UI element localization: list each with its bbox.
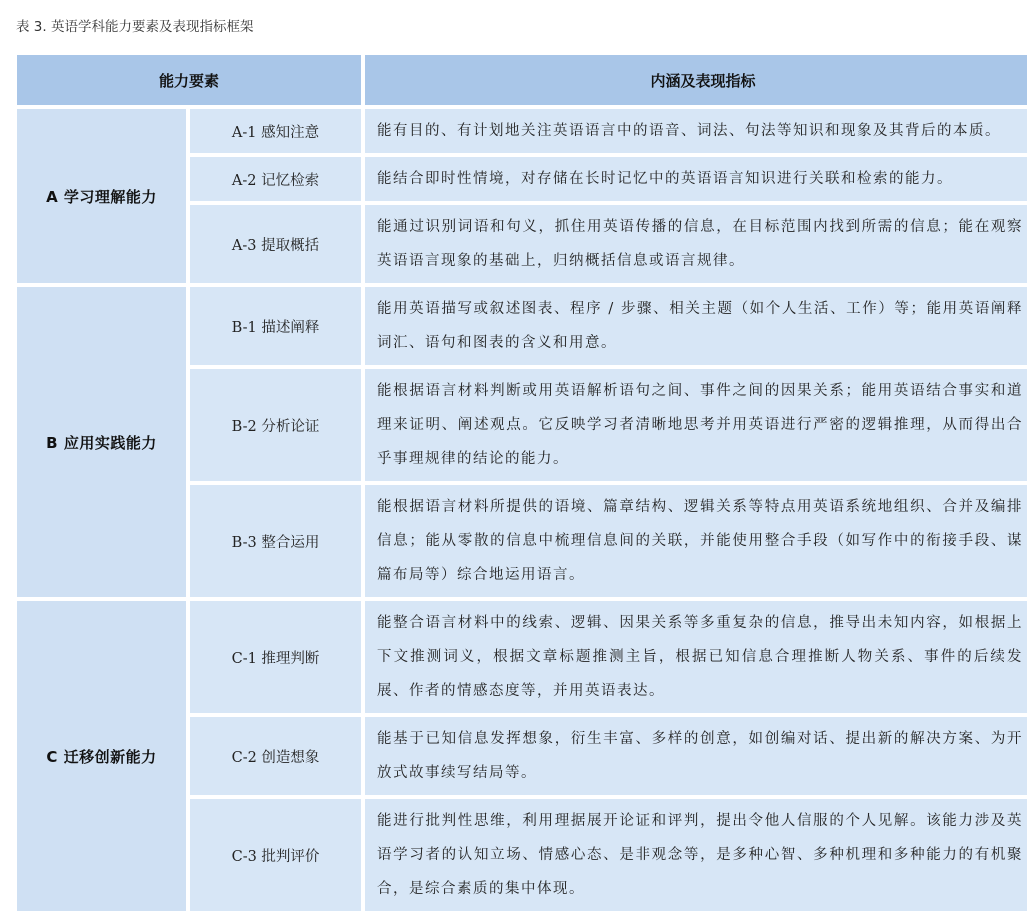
sub-ability-code: C-3 批判评价 [190, 799, 361, 911]
ability-description: 能根据语言材料判断或用英语解析语句之间、事件之间的因果关系；能用英语结合事实和道理来证明、阐述观点。它反映学习者清晰地思考并用英语进行严密的逻辑推理，从而得出合乎事理规律的结论的能力。 [365, 369, 1027, 481]
ability-description: 能根据语言材料所提供的语境、篇章结构、逻辑关系等特点用英语系统地组织、合并及编排信息；能从零散的信息中梳理信息间的关联，并能使用整合手段（如写作中的衔接手段、谋篇布局等）综合地运用语言。 [365, 485, 1027, 597]
sub-ability-code: B-2 分析论证 [190, 369, 361, 481]
header-ability-elements: 能力要素 [17, 55, 361, 105]
ability-framework-table [13, 51, 1027, 915]
table-row [17, 601, 1027, 713]
ability-description: 能结合即时性情境，对存储在长时记忆中的英语语言知识进行关联和检索的能力。 [365, 157, 1027, 201]
ability-description: 能整合语言材料中的线索、逻辑、因果关系等多重复杂的信息，推导出未知内容，如根据上下文推测词义，根据文章标题推测主旨，根据已知信息合理推断人物关系、事件的后续发展、作者的情感态度等，并用英语表达。 [365, 601, 1027, 713]
ability-description: 能基于已知信息发挥想象，衍生丰富、多样的创意，如创编对话、提出新的解决方案、为开放式故事续写结局等。 [365, 717, 1027, 795]
ability-description: 能进行批判性思维，利用理据展开论证和评判，提出令他人信服的个人见解。该能力涉及英语学习者的认知立场、情感心态、是非观念等，是多种心智、多种机理和多种能力的有机聚合，是综合素质的集中体现。 [365, 799, 1027, 911]
ability-description: 能用英语描写或叙述图表、程序 / 步骤、相关主题（如个人生活、工作）等；能用英语阐释词汇、语句和图表的含义和用意。 [365, 287, 1027, 365]
table-row [17, 287, 1027, 365]
header-indicators: 内涵及表现指标 [365, 55, 1027, 105]
sub-ability-code: C-1 推理判断 [190, 601, 361, 713]
sub-ability-code: A-3 提取概括 [190, 205, 361, 283]
category-a-label: A 学习理解能力 [17, 109, 186, 283]
sub-ability-code: B-3 整合运用 [190, 485, 361, 597]
sub-ability-code: C-2 创造想象 [190, 717, 361, 795]
ability-description: 能通过识别词语和句义，抓住用英语传播的信息，在目标范围内找到所需的信息；能在观察英语语言现象的基础上，归纳概括信息或语言规律。 [365, 205, 1027, 283]
sub-ability-code: A-1 感知注意 [190, 109, 361, 153]
ability-description: 能有目的、有计划地关注英语语言中的语音、词法、句法等知识和现象及其背后的本质。 [365, 109, 1027, 153]
sub-ability-code: A-2 记忆检索 [190, 157, 361, 201]
category-b-label: B 应用实践能力 [17, 287, 186, 597]
table-row [17, 109, 1027, 153]
sub-ability-code: B-1 描述阐释 [190, 287, 361, 365]
table-caption: 表 3. 英语学科能力要素及表现指标框架 [16, 19, 254, 35]
category-c-label: C 迁移创新能力 [17, 601, 186, 911]
